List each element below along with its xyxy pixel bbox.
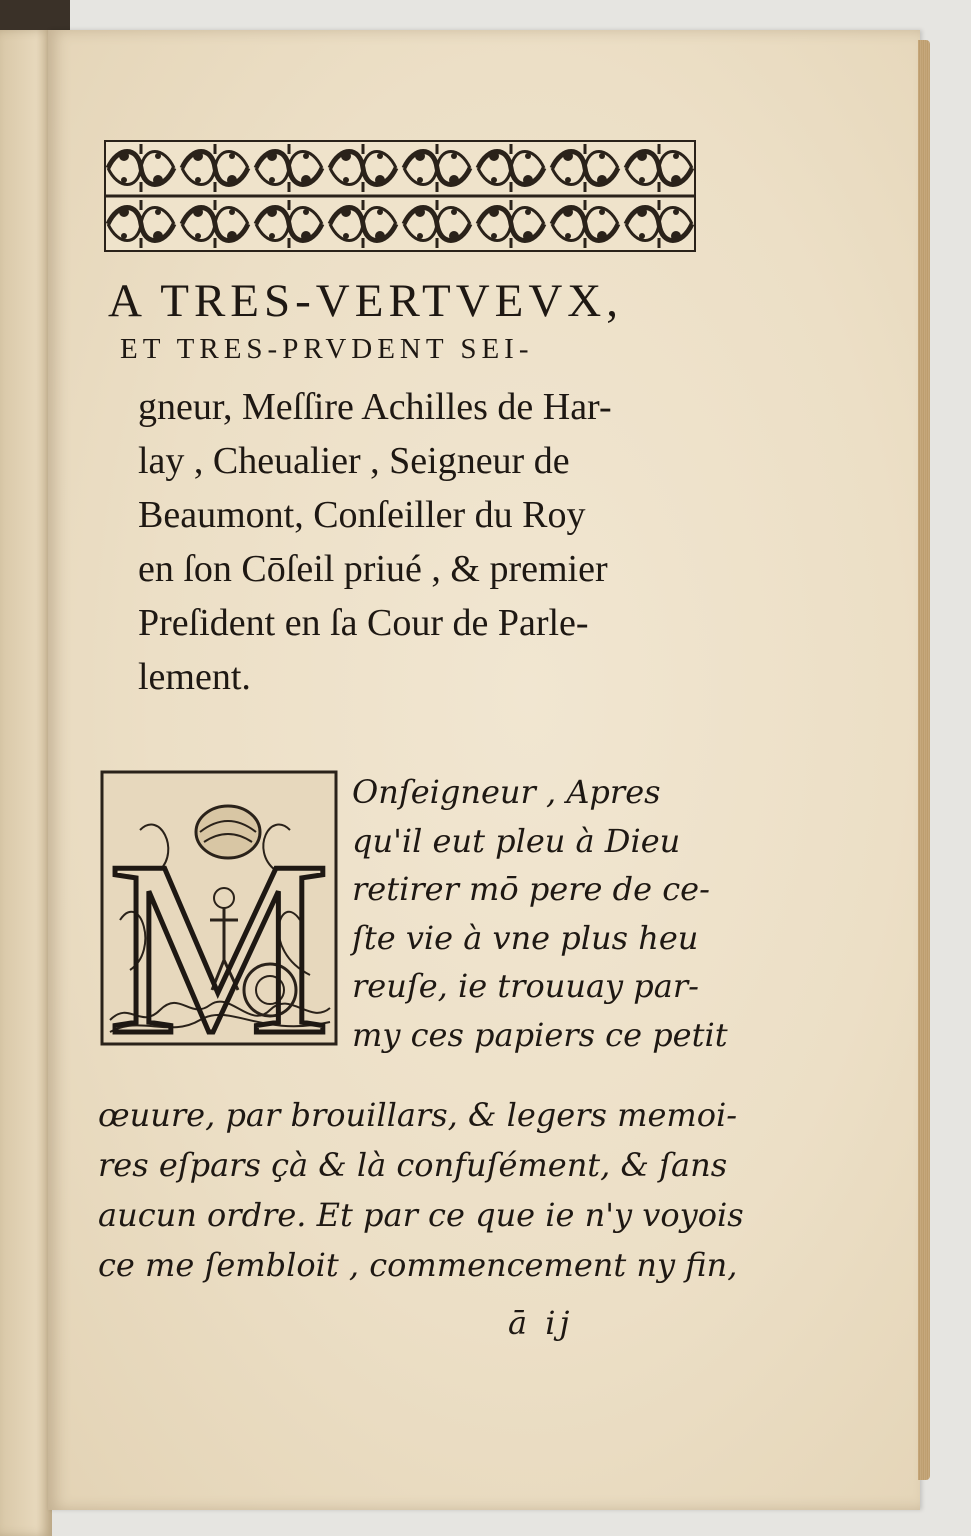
heading-body-line: en ſon Cōſeil priué , & premier — [138, 548, 608, 590]
ornamental-headpiece — [104, 140, 696, 252]
letter-body-lines — [98, 1090, 744, 1290]
initial-letter: M — [107, 810, 331, 1046]
letter-opening-lines — [352, 768, 728, 1059]
heading-line-2: ET TRES-PRVDENT SEI- — [120, 333, 534, 365]
decorated-initial — [100, 770, 338, 1046]
heading-body-line: Preſident en ſa Cour de Parle- — [138, 602, 589, 644]
page-block-edge — [918, 40, 930, 1480]
letter-line: my ces papiers ce petit — [352, 1015, 728, 1054]
heading-line-1: A TRES-VERTVEVX, — [108, 275, 623, 327]
letter-line: œuure, par brouillars, & legers memoi- — [98, 1096, 738, 1134]
heading-body-line: lay , Cheualier , Seigneur de — [138, 440, 570, 482]
left-page-edge — [0, 30, 52, 1536]
letter-line: qu'il eut pleu à Dieu — [352, 821, 681, 860]
heading-body-line: gneur, Meſſire Achilles de Har- — [138, 386, 612, 428]
letter-line: retirer mō pere de ce- — [352, 870, 710, 908]
letter-line: res eſpars çà & là confuſément, & ſans — [98, 1146, 728, 1184]
letter-line: reuſe, ie trouuay par- — [352, 967, 699, 1005]
letter-line: ſte vie à vne plus heu — [352, 918, 699, 957]
signature-mark: ā ij — [508, 1304, 574, 1342]
heading-body-line: lement. — [138, 656, 251, 698]
letter-line: Onſeigneur , Apres — [352, 773, 661, 811]
heading-body-line: Beaumont, Conſeiller du Roy — [138, 494, 586, 536]
dedication-heading — [108, 275, 708, 704]
letter-line: ce me ſembloit , commencement ny fin, — [98, 1246, 738, 1284]
letter-line: aucun ordre. Et par ce que ie n'y voyois — [98, 1196, 744, 1234]
